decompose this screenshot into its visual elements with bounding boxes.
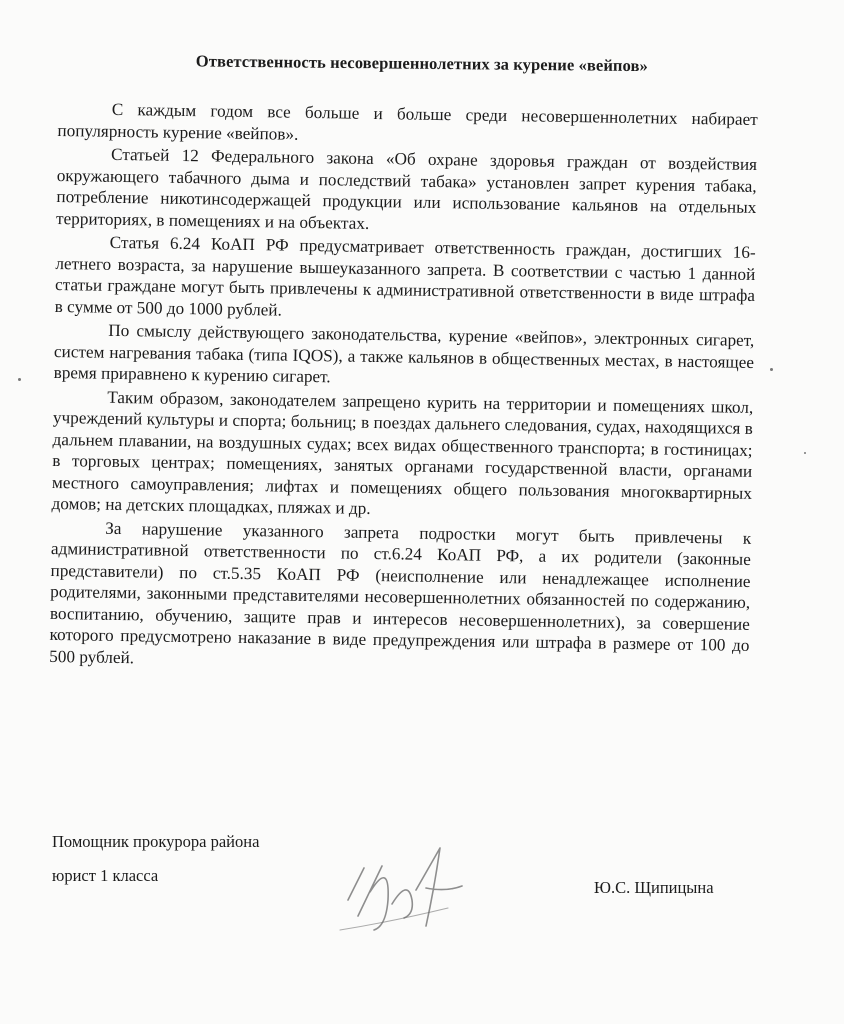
paragraph-1: С каждым годом все больше и больше среди несовершеннолетних набирает популярность курение «вейпов».	[57, 99, 758, 144]
paper-speck	[804, 452, 806, 454]
paragraph-4: По смыслу действующего законодательства, курение «вейпов», электронных сигарет, систем нагревания табака (типа IQOS), а также кальянов в общественных местах, в настоящее время приравнено к курению сигарет.	[53, 320, 755, 387]
document-body	[49, 98, 758, 680]
signer-rank: юрист 1 класса	[52, 866, 159, 885]
document-title: Ответственность несовершеннолетних за курение «вейпов»	[195, 51, 648, 76]
paper-speck	[770, 368, 773, 371]
paragraph-2: Статьей 12 Федерального закона «Об охране здоровья граждан от воздействия окружающего табачного дыма и последствий табака» установлен запрет курения табака, потребление никотинсодержащей продукции или использование кальянов на отдельных территориях, в помещениях и на объектах.	[55, 144, 758, 233]
signer-position: Помощник прокурора района	[52, 832, 260, 851]
paragraph-5: Таким образом, законодателем запрещено курить на территории и помещениях школ, учреждений культуры и спорта; больниц; в поездах дальнего следования, судах, находящихся в дальнем плавании, на воздушных судах; всех видах общественного транспорта; в гостиницах; в торговых центрах; помещениях, занятых органами государственной власти, органами местного самоуправления; лифтах и помещениях общего пользования многоквартирных домов; на детских площадках, пляжах и др.	[51, 387, 754, 518]
handwritten-signature	[330, 830, 480, 950]
paragraph-6: За нарушение указанного запрета подростки могут быть привлечены к административной ответственности по ст.6.24 КоАП РФ, а их родители (законные представители) по ст.5.35 КоАП РФ (неисполнение или ненадлежащее исполнение родителями, законными представителями несовершеннолетних обязанностей по содержанию, воспитанию, обучению, защите прав и интересов несовершеннолетних), за совершение которого предусмотрено наказание в виде предупреждения или штрафа в размере от 100 до 500 рублей.	[49, 518, 752, 667]
signer-name: Ю.С. Щипицына	[594, 878, 714, 897]
paper-speck	[18, 378, 21, 381]
paragraph-3: Статья 6.24 КоАП РФ предусматривает ответственность граждан, достигших 16-летнего возраста, за нарушение вышеуказанного запрета. В соответствии с частью 1 данной статьи граждане могут быть привлечены к административной ответственности в виде штрафа в сумме от 500 до 1000 рублей.	[54, 232, 756, 320]
